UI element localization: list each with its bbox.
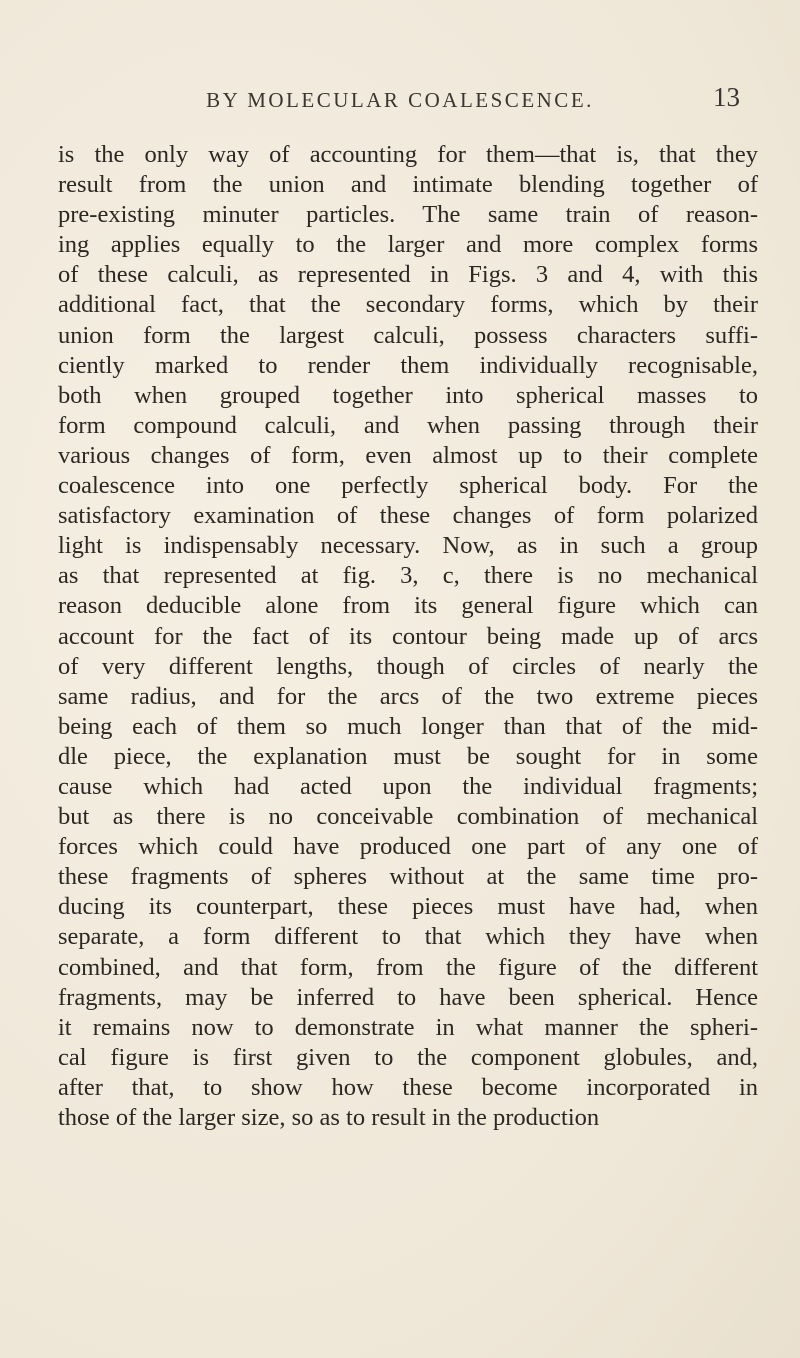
text-line: it remains now to demonstrate in what manner the spheri-: [58, 1013, 758, 1041]
text-line: form compound calculi, and when passing through their: [58, 411, 758, 439]
text-line: account for the fact of its contour being made up of arcs: [58, 622, 758, 650]
text-line: cal figure is first given to the component globules, and,: [58, 1043, 758, 1071]
text-line: but as there is no conceivable combination of mechanical: [58, 803, 758, 831]
text-line: ciently marked to render them individually recognisable,: [58, 351, 758, 379]
text-line: additional fact, that the secondary forms, which by their: [58, 291, 758, 319]
page-number: 13: [713, 82, 740, 112]
text-line: combined, and that form, from the figure of the different: [58, 953, 758, 981]
running-title: BY MOLECULAR COALESCENCE.: [206, 88, 594, 112]
text-line: of very different lengths, though of circles of nearly the: [58, 652, 758, 680]
text-line: of these calculi, as represented in Figs. 3 and 4, with this: [58, 261, 758, 289]
text-line: ducing its counterpart, these pieces must have had, when: [58, 893, 758, 921]
text-line: coalescence into one perfectly spherical body. For the: [58, 472, 758, 500]
text-line: result from the union and intimate blending together of: [58, 171, 758, 199]
text-line: union form the largest calculi, possess characters suffi-: [58, 321, 758, 349]
text-line: light is indispensably necessary. Now, as in such a group: [58, 532, 758, 560]
text-line: pre-existing minuter particles. The same train of reason-: [58, 201, 758, 229]
text-line: dle piece, the explanation must be sought for in some: [58, 742, 758, 770]
text-line: reason deducible alone from its general figure which can: [58, 592, 758, 620]
text-line: same radius, and for the arcs of the two extreme pieces: [58, 682, 758, 710]
text-line: these fragments of spheres without at the same time pro-: [58, 863, 758, 891]
text-line: cause which had acted upon the individual fragments;: [58, 772, 758, 800]
text-line: as that represented at fig. 3, c, there is no mechanical: [58, 562, 758, 590]
running-header: [0, 82, 800, 118]
text-line: both when grouped together into spherical masses to: [58, 381, 758, 409]
body-paragraph: [58, 140, 758, 1133]
text-line: satisfactory examination of these changes of form polarized: [58, 502, 758, 530]
text-line: ing applies equally to the larger and more complex forms: [58, 231, 758, 259]
text-line: is the only way of accounting for them—that is, that they: [58, 141, 758, 168]
text-line: being each of them so much longer than that of the mid-: [58, 712, 758, 740]
text-line: after that, to show how these become incorporated in: [58, 1073, 758, 1101]
text-line: various changes of form, even almost up to their complete: [58, 441, 758, 469]
text-line: those of the larger size, so as to result in the production: [58, 1104, 600, 1131]
text-line: forces which could have produced one part of any one of: [58, 833, 758, 861]
text-line: fragments, may be inferred to have been spherical. Hence: [58, 983, 758, 1011]
text-line: separate, a form different to that which they have when: [58, 923, 758, 951]
